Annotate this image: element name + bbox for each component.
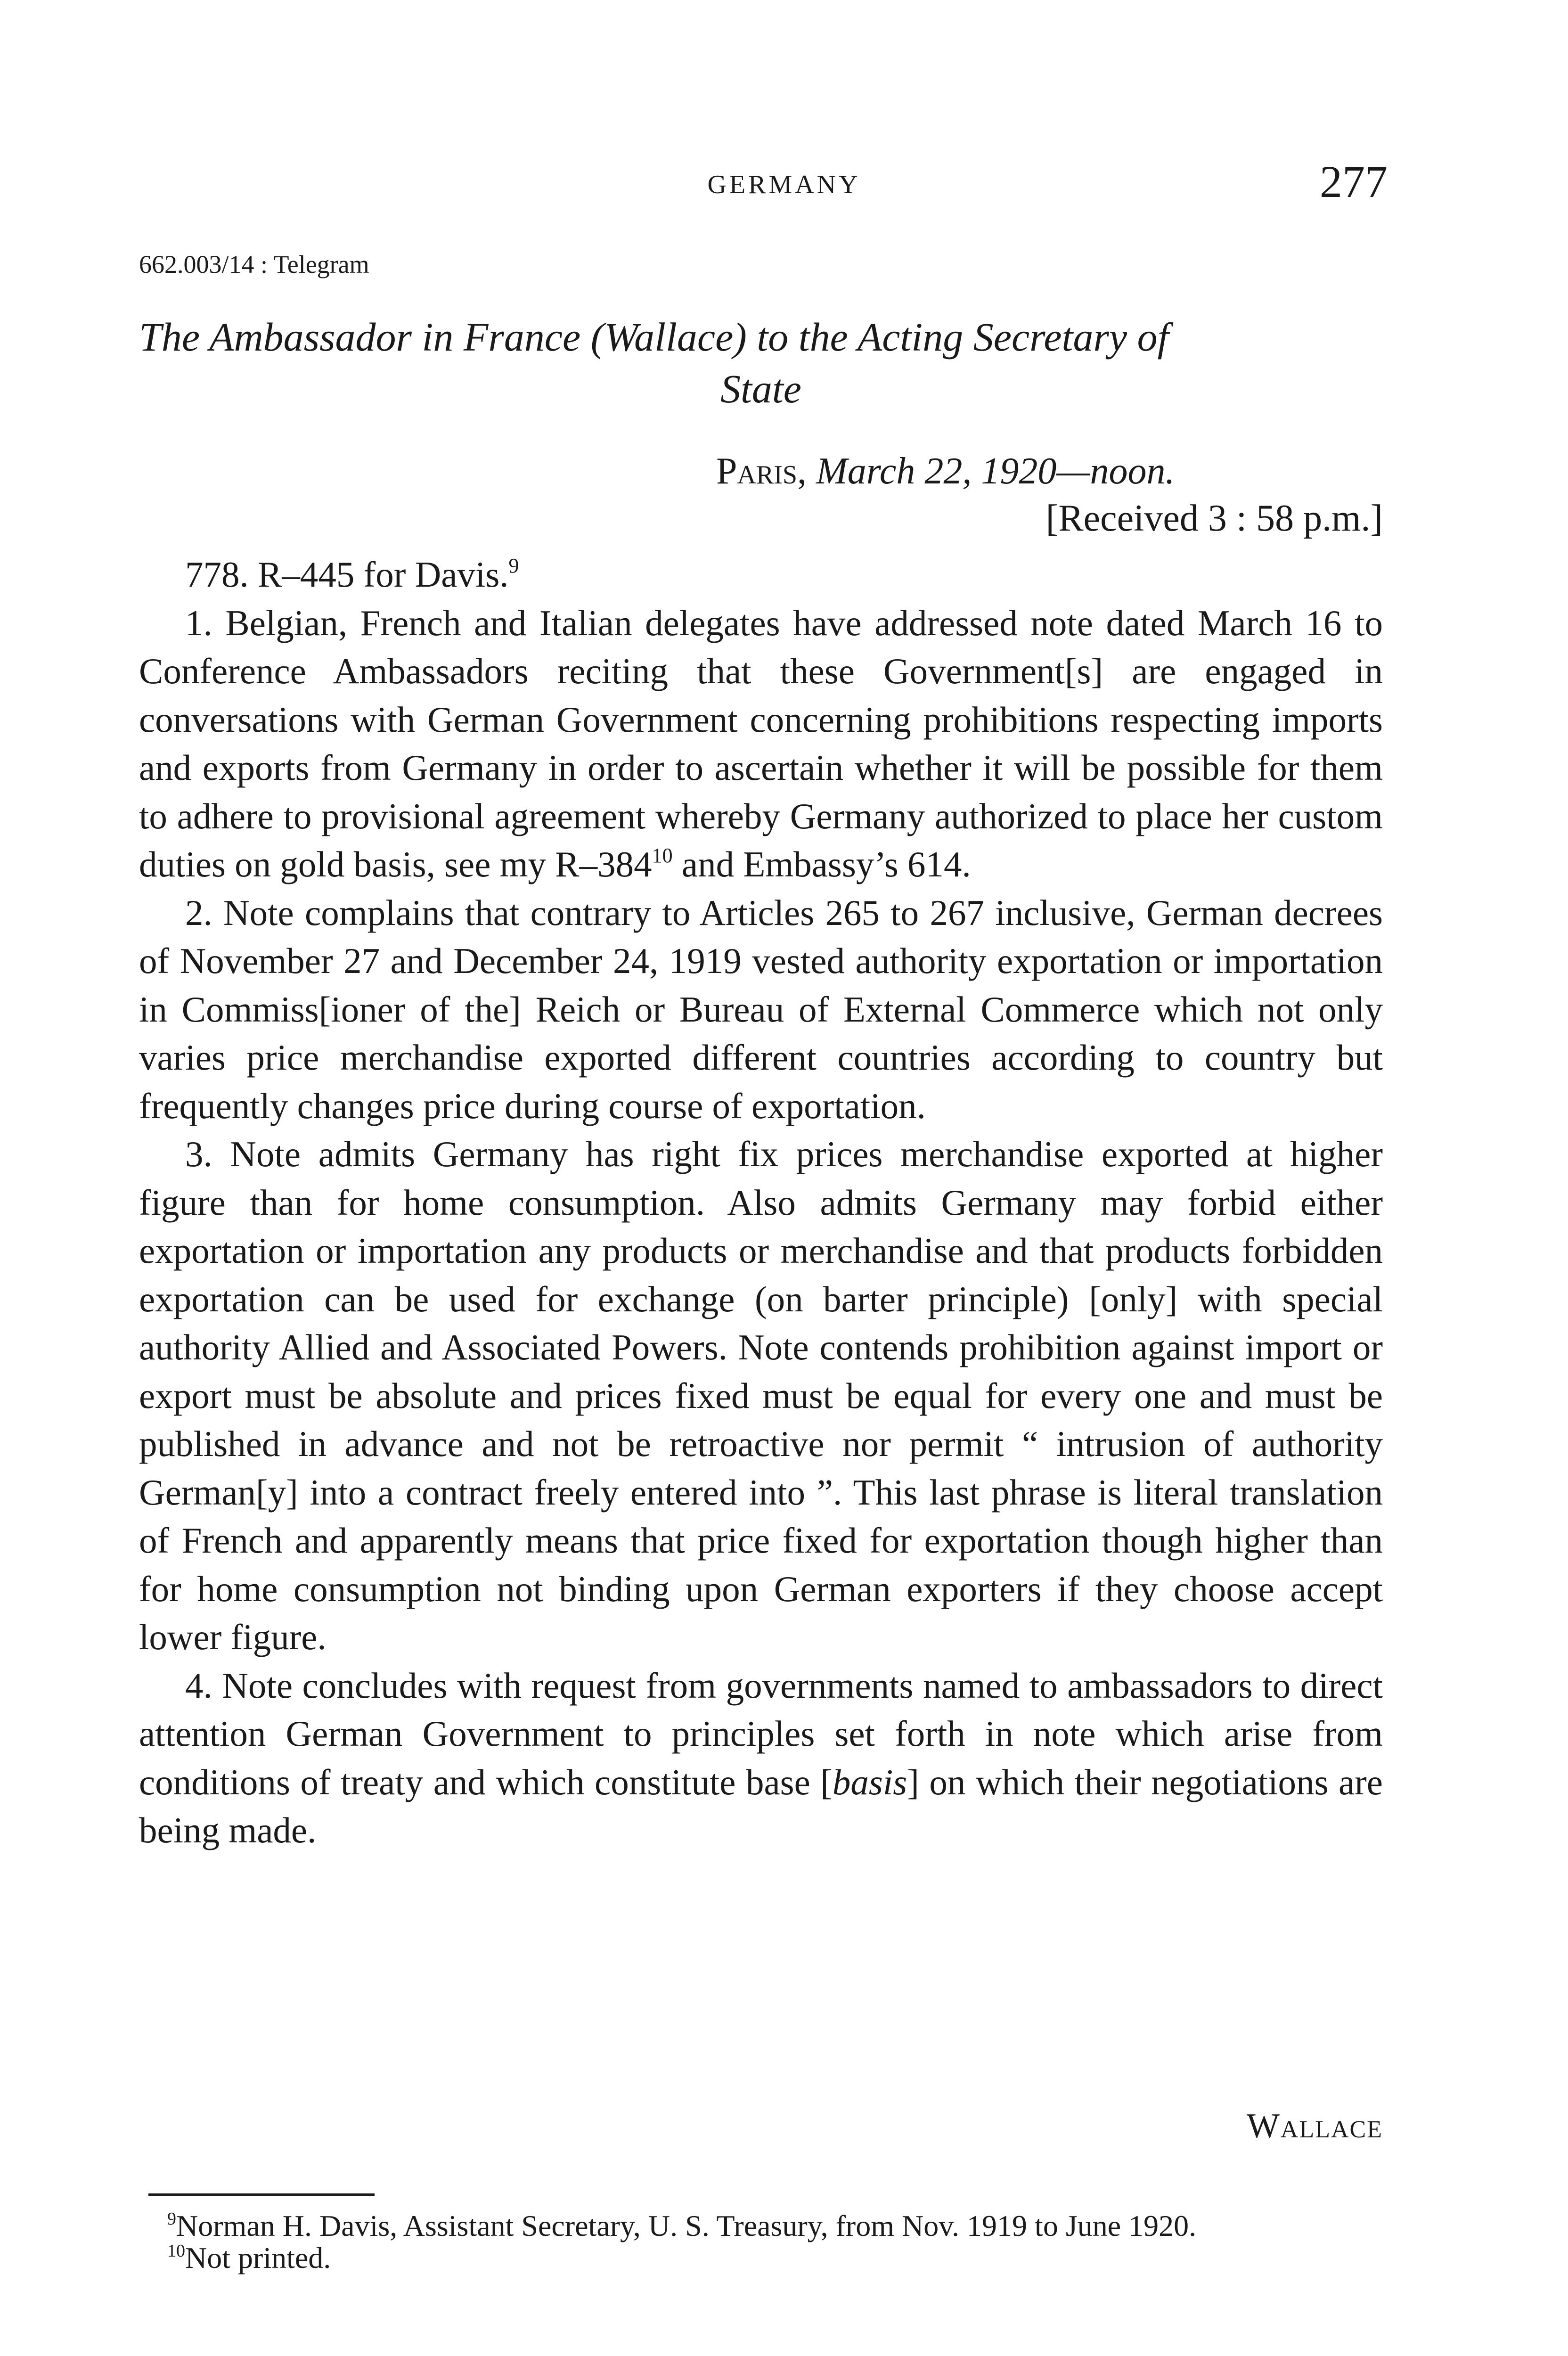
- paragraph-3: 3. Note admits Germany has right fix prices merchandise exported at higher figure than for home consumption. Also admits Germany may forbid either exportation or importation any products or merchandise and that products forbidden exportation can be used for exchange (on barter principle) [only] with special authority Allied and Associated Powers. Note contends prohibition against import or export must be absolute and prices fixed must be equal for every one and must be published in advance and not be retroactive nor permit “ intrusion of authority German[y] into a contract freely entered into ”. This last phrase is literal translation of French and apparently means that price fixed for exportation though higher than for home consumption not binding upon German exporters if they choose accept lower figure.: [139, 1134, 1383, 1657]
- running-header: GERMANY: [707, 170, 861, 199]
- dateline-date: March 22, 1920—noon.: [816, 450, 1175, 492]
- footnote-ref-10: 10: [652, 844, 673, 867]
- footnote-marker: 10: [167, 2241, 185, 2261]
- paragraph-1-end: and Embassy’s 614.: [672, 844, 971, 884]
- paragraph-4-end: ] on which their negotiations are being made.: [139, 1761, 1383, 1850]
- paragraph-4-italic: basis: [832, 1761, 907, 1802]
- paragraph-2: 2. Note complains that contrary to Articles 265 to 267 inclusive, German decrees of November 27 and December 24, 1919 vested authority exportation or importation in Commiss[ioner of the] Reich or Bureau of External Commerce which not only varies price merchandise exported different countries according to country but frequently changes price during course of exportation.: [139, 892, 1383, 1126]
- opening-line: [139, 550, 1383, 599]
- file-reference: 662.003/14 : Telegram: [139, 250, 369, 278]
- dateline: [716, 450, 1383, 493]
- footnote-10: [139, 2242, 1383, 2274]
- footnote-text: Not printed.: [185, 2241, 331, 2274]
- paragraph-4-text: 4. Note concludes with request from governments named to ambassadors to direct attention German Government to principles set forth in note which arise from conditions of treaty and which constitute base [: [139, 1665, 1383, 1802]
- page-number: 277: [1320, 156, 1388, 207]
- paragraph-1-text: 1. Belgian, French and Italian delegates have addressed note dated March 16 to Conference Ambassadors reciting that these Government[s] are engaged in conversations with German Government concerning prohibitions respecting imports and exports from Germany in order to ascertain whether it will be possible for them to adhere to provisional agreement whereby Germany authorized to place her custom duties on gold basis, see my R–384: [139, 602, 1383, 884]
- paragraph-4: [139, 1661, 1383, 1855]
- footnote-marker: 9: [167, 2209, 176, 2229]
- footnotes: [139, 2210, 1383, 2274]
- title-line-1: The Ambassador in France (Wallace) to the Acting Secretary of: [139, 314, 1169, 360]
- footnote-text: Norman H. Davis, Assistant Secretary, U. S. Treasury, from Nov. 1919 to June 1920.: [176, 2209, 1197, 2242]
- telegram-body: [139, 550, 1383, 1855]
- footnote-9: [139, 2210, 1383, 2242]
- footnote-divider: [148, 2193, 375, 2196]
- signature: Wallace: [1247, 2107, 1383, 2145]
- document-title: [139, 311, 1383, 415]
- paragraph-1: [139, 599, 1383, 889]
- dateline-place: Paris,: [716, 450, 807, 492]
- received-time: [Received 3 : 58 p.m.]: [1045, 498, 1383, 539]
- title-line-2: State: [720, 366, 801, 411]
- opening-text: 778. R–445 for Davis.: [185, 554, 509, 595]
- footnote-ref-9: 9: [508, 554, 519, 577]
